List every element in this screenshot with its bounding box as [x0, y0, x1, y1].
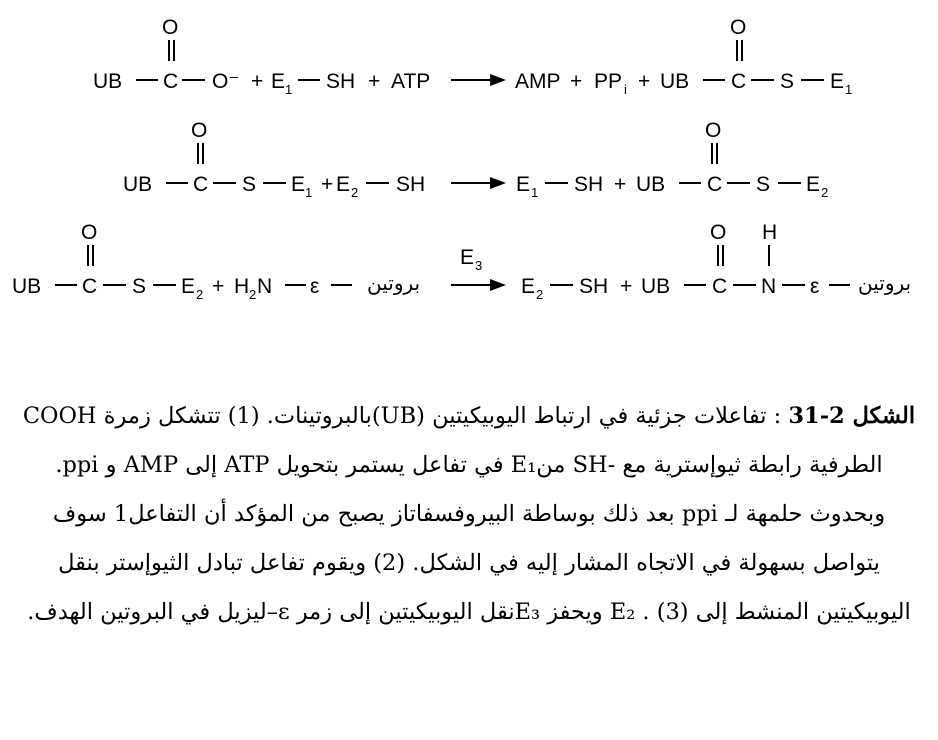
amine-n-label: N [257, 275, 273, 298]
carbon-label: C [731, 70, 747, 93]
oxygen-label: O [705, 119, 722, 142]
sh-label: SH [396, 173, 426, 196]
sulfur-label: S [132, 275, 147, 298]
ub-label: UB [93, 70, 123, 93]
enzyme-e-label: E [336, 173, 351, 196]
reaction-1 [93, 16, 852, 97]
oxygen-label: O [730, 16, 747, 39]
oxygen-label: O [81, 221, 98, 244]
amine-h-label: H [234, 275, 250, 298]
sulfur-label: S [756, 173, 771, 196]
epsilon-label: ε [810, 275, 820, 298]
subscript-i: i [624, 82, 627, 97]
reaction-arrow-head [490, 279, 506, 291]
subscript-2: 2 [821, 185, 829, 200]
reaction-arrow-head [490, 177, 506, 189]
carbon-label: C [707, 173, 723, 196]
plus-sign: + [570, 70, 583, 93]
sulfur-label: S [242, 173, 257, 196]
figure-caption [20, 392, 918, 637]
reaction-arrow-head [490, 74, 506, 86]
protein-label: بروتين [367, 271, 421, 295]
nitrogen-label: N [761, 275, 777, 298]
carbon-label: C [193, 173, 209, 196]
plus-sign: + [251, 70, 264, 93]
enzyme-e-label: E [181, 275, 196, 298]
reaction-scheme [0, 0, 938, 330]
plus-sign: + [638, 70, 651, 93]
reaction-2 [123, 119, 828, 200]
subscript-2: 2 [249, 287, 257, 302]
carbon-label: C [82, 275, 98, 298]
figure-label: الشكل 2-31 [788, 403, 916, 429]
oxygen-label: O [191, 119, 208, 142]
caption-title: : تفاعلات جزئية في ارتباط اليوبيكيتين (UB)بالبروتينات. [266, 403, 789, 429]
plus-sign: + [368, 70, 381, 93]
plus-sign: + [614, 173, 627, 196]
plus-sign: + [620, 275, 633, 298]
enzyme-e-label: E [291, 173, 306, 196]
plus-sign: + [321, 173, 334, 196]
amp-label: AMP [515, 70, 561, 93]
ub-label: UB [12, 275, 42, 298]
enzyme-e-label: E [271, 70, 286, 93]
epsilon-label: ε [310, 275, 320, 298]
enzyme-e3-label: E [460, 246, 475, 269]
ub-label: UB [123, 173, 153, 196]
hydrogen-label: H [762, 221, 778, 244]
subscript-1: 1 [305, 185, 313, 200]
enzyme-e-label: E [521, 275, 536, 298]
oxygen-label: O [710, 221, 727, 244]
subscript-1: 1 [531, 185, 539, 200]
subscript-2: 2 [351, 185, 359, 200]
enzyme-e-label: E [806, 173, 821, 196]
subscript-1: 1 [285, 82, 293, 97]
oxygen-label: O [162, 16, 179, 39]
subscript-1: 1 [845, 82, 853, 97]
ub-label: UB [641, 275, 671, 298]
sulfur-label: S [780, 70, 795, 93]
sh-label: SH [574, 173, 604, 196]
reaction-3 [12, 221, 911, 302]
subscript-2: 2 [536, 287, 544, 302]
subscript-2: 2 [196, 287, 204, 302]
plus-sign: + [212, 275, 225, 298]
ub-label: UB [660, 70, 690, 93]
caption-body: (1) تتشكل زمرة COOH الطرفية رابطة ثيوإسترية مع -SH منE₁ في تفاعل يستمر بتحويل ATP إلى AMP و ppi. وبحدوث حلمهة لـ ppi بعد ذلك بوساطة البيروفسفاتاز يصبح من المؤكد أن التفاعل1 سوف يتواصل بسهولة في الاتجاه المشار إليه في الشكل. (2) ويقوم تفاعل تبادل الثيوإستر بنقل اليوبيكيتين المنشط إلى E₂ . (3) ويحفز E₃نقل اليوبيكيتين إلى زمر ε–ليزيل في البروتين الهدف. [22, 403, 911, 625]
oxygen-anion-label: O⁻ [212, 70, 240, 93]
enzyme-e-label: E [830, 70, 845, 93]
ub-label: UB [636, 173, 666, 196]
pp-label: PP [594, 70, 623, 93]
carbon-label: C [712, 275, 728, 298]
enzyme-e-label: E [516, 173, 531, 196]
atp-label: ATP [391, 70, 431, 93]
carbon-label: C [163, 70, 179, 93]
subscript-3: 3 [475, 258, 483, 273]
sh-label: SH [579, 275, 609, 298]
sh-label: SH [326, 70, 356, 93]
protein-label: بروتين [858, 271, 912, 295]
